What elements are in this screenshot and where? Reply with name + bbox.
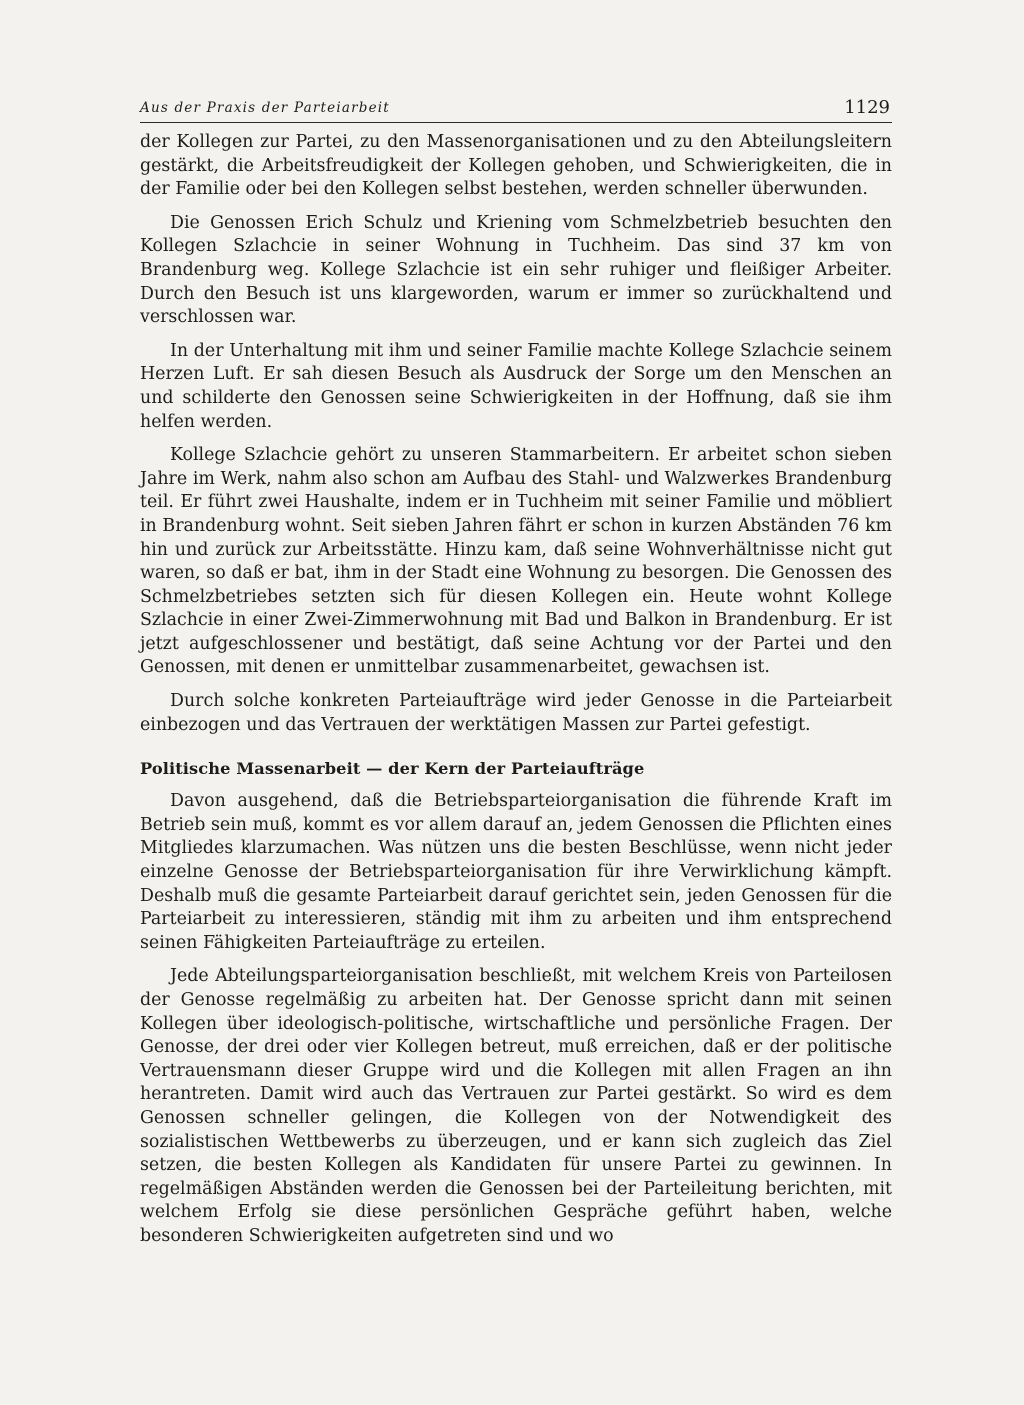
body-text bbox=[140, 131, 892, 1249]
paragraph: Die Genossen Erich Schulz und Kriening vom Schmelzbetrieb besuchten den Kollegen Szlachcie in seiner Wohnung in Tuchheim. Das sind 37 km von Brandenburg weg. Kollege Szlachcie ist ein sehr ruhiger und fleißiger Arbeiter. Durch den Besuch ist uns klargeworden, warum er immer so zurückhaltend und verschlossen war. bbox=[140, 212, 892, 328]
running-header bbox=[140, 88, 892, 123]
running-title: Aus der Praxis der Parteiarbeit bbox=[140, 100, 390, 116]
paragraph: der Kollegen zur Partei, zu den Massenorganisationen und zu den Abteilungsleitern gestärkt, die Arbeitsfreudigkeit der Kollegen gehoben, und Schwierigkeiten, die in der Familie oder bei den Kollegen selbst bestehen, werden schneller überwunden. bbox=[140, 132, 892, 200]
section-heading: Politische Massenarbeit — der Kern der Parteiaufträge bbox=[140, 759, 645, 779]
document-page bbox=[140, 88, 892, 1259]
paragraph: Jede Abteilungsparteiorganisation beschließt, mit welchem Kreis von Parteilosen der Genosse regelmäßig zu arbeiten hat. Der Genosse spricht dann mit seinen Kollegen über ideologisch-politische, wirtschaftliche und persönliche Fragen. Der Genosse, der drei oder vier Kollegen betreut, muß erreichen, daß er der politische Vertrauensmann dieser Gruppe wird und die Kollegen mit allen Fragen an ihn herantreten. Damit wird auch das Vertrauen zur Partei gestärkt. So wird es dem Genossen schneller gelingen, die Kollegen von der Notwendigkeit des sozialistischen Wettbewerbs zu überzeugen, und er kann sich zugleich das Ziel setzen, die besten Kollegen als Kandidaten für unsere Partei zu gewinnen. In regelmäßigen Abständen werden die Genossen bei der Parteileitung berichten, mit welchem Erfolg sie diese persönlichen Gespräche geführt haben, welche besonderen Schwierigkeiten aufgetreten sind und wo bbox=[140, 966, 892, 1246]
page-number: 1129 bbox=[844, 97, 890, 118]
paragraph: Durch solche konkreten Parteiaufträge wird jeder Genosse in die Parteiarbeit einbezogen und das Vertrauen der werktätigen Massen zur Partei gefestigt. bbox=[140, 691, 892, 735]
paragraph: Kollege Szlachcie gehört zu unseren Stammarbeitern. Er arbeitet schon sieben Jahre im Werk, nahm also schon am Aufbau des Stahl- und Walzwerkes Brandenburg teil. Er führt zwei Haushalte, indem er in Tuchheim mit seiner Familie und möbliert in Brandenburg wohnt. Seit sieben Jahren fährt er schon in kurzen Abständen 76 km hin und zurück zur Arbeitsstätte. Hinzu kam, daß seine Wohnverhältnisse nicht gut waren, so daß er bat, ihm in der Stadt eine Wohnung zu besorgen. Die Genossen des Schmelzbetriebes setzten sich für diesen Kollegen ein. Heute wohnt Kollege Szlachcie in einer Zwei-Zimmerwohnung mit Bad und Balkon in Brandenburg. Er ist jetzt aufgeschlossener und bestätigt, daß seine Achtung vor der Partei und den Genossen, mit denen er unmittelbar zusammenarbeitet, gewachsen ist. bbox=[140, 445, 892, 678]
paragraph: In der Unterhaltung mit ihm und seiner Familie machte Kollege Szlachcie seinem Herzen Luft. Er sah diesen Besuch als Ausdruck der Sorge um den Menschen an und schilderte den Genossen seine Schwierigkeiten in der Hoffnung, daß sie ihm helfen werden. bbox=[140, 340, 892, 432]
paragraph: Davon ausgehend, daß die Betriebsparteiorganisation die führende Kraft im Betrieb sein muß, kommt es vor allem darauf an, jedem Genossen die Pflichten eines Mitgliedes klarzumachen. Was nützen uns die besten Beschlüsse, wenn nicht jeder einzelne Genosse der Betriebsparteiorganisation für ihre Verwirklichung kämpft. Deshalb muß die gesamte Parteiarbeit darauf gerichtet sein, jeden Genossen für die Parteiarbeit zu interessieren, ständig mit ihm zu arbeiten und ihm entsprechend seinen Fähigkeiten Parteiaufträge zu erteilen. bbox=[140, 791, 892, 953]
